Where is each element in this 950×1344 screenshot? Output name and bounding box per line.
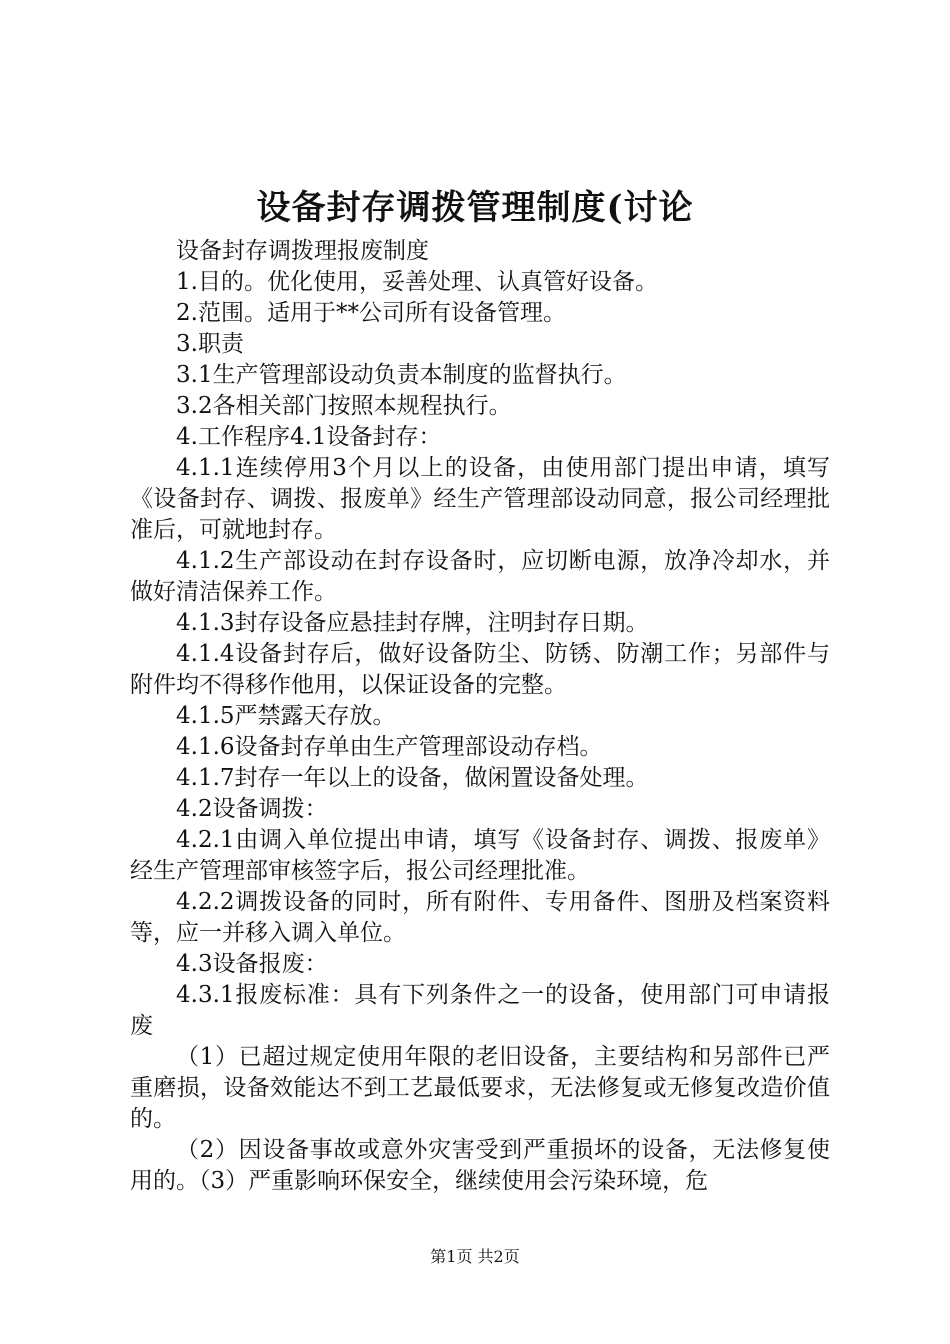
paragraph-responsibility: 3.职责	[176, 331, 244, 357]
paragraph-4-3: 4.3设备报废：	[176, 951, 328, 977]
paragraph-4-1-6: 4.1.6设备封存单由生产管理部设动存档。	[176, 734, 603, 760]
paragraph-4-1: 4.工作程序4.1设备封存：	[176, 424, 442, 450]
paragraph-4-1-4: 4.1.4设备封存后，做好设备防尘、防锈、防潮工作；另部件与附件均不得移作他用，以保证设备的完整。	[130, 641, 830, 698]
page-footer: 第1页 共2页	[430, 1247, 520, 1266]
paragraph-purpose: 1.目的。优化使用，妥善处理、认真管好设备。	[176, 269, 658, 295]
document-title: 设备封存调拨管理制度(讨论	[256, 188, 694, 228]
paragraph-3-1: 3.1生产管理部设动负责本制度的监督执行。	[176, 362, 627, 388]
document-body	[130, 236, 830, 1197]
paragraph-4-3-1: 4.3.1报废标准：具有下列条件之一的设备，使用部门可申请报废	[130, 982, 830, 1039]
paragraph-subtitle: 设备封存调拨理报废制度	[176, 238, 429, 264]
paragraph-criterion-1: （1）已超过规定使用年限的老旧设备，主要结构和另部件已严重磨损，设备效能达不到工艺最低要求，无法修复或无修复改造价值的。	[130, 1044, 830, 1132]
paragraph-scope: 2.范围。适用于**公司所有设备管理。	[176, 300, 566, 326]
paragraph-criterion-2: （2）因设备事故或意外灾害受到严重损坏的设备，无法修复使用的。（3）严重影响环保安全，继续使用会污染环境，危	[130, 1137, 830, 1194]
paragraph-4-2-1: 4.2.1由调入单位提出申请，填写《设备封存、调拨、报废单》经生产管理部审核签字后，报公司经理批准。	[130, 827, 830, 884]
paragraph-3-2: 3.2各相关部门按照本规程执行。	[176, 393, 512, 419]
paragraph-4-2-2: 4.2.2调拨设备的同时，所有附件、专用备件、图册及档案资料等，应一并移入调入单位。	[130, 889, 830, 946]
paragraph-4-1-1: 4.1.1连续停用3个月以上的设备，由使用部门提出申请，填写《设备封存、调拨、报废单》经生产管理部设动同意，报公司经理批准后，可就地封存。	[130, 455, 830, 543]
paragraph-4-1-2: 4.1.2生产部设动在封存设备时，应切断电源，放净冷却水，并做好清洁保养工作。	[130, 548, 830, 605]
paragraph-4-1-5: 4.1.5严禁露天存放。	[176, 703, 396, 729]
paragraph-4-2: 4.2设备调拨：	[176, 796, 328, 822]
paragraph-4-1-3: 4.1.3封存设备应悬挂封存牌，注明封存日期。	[176, 610, 649, 636]
paragraph-4-1-7: 4.1.7封存一年以上的设备，做闲置设备处理。	[176, 765, 649, 791]
